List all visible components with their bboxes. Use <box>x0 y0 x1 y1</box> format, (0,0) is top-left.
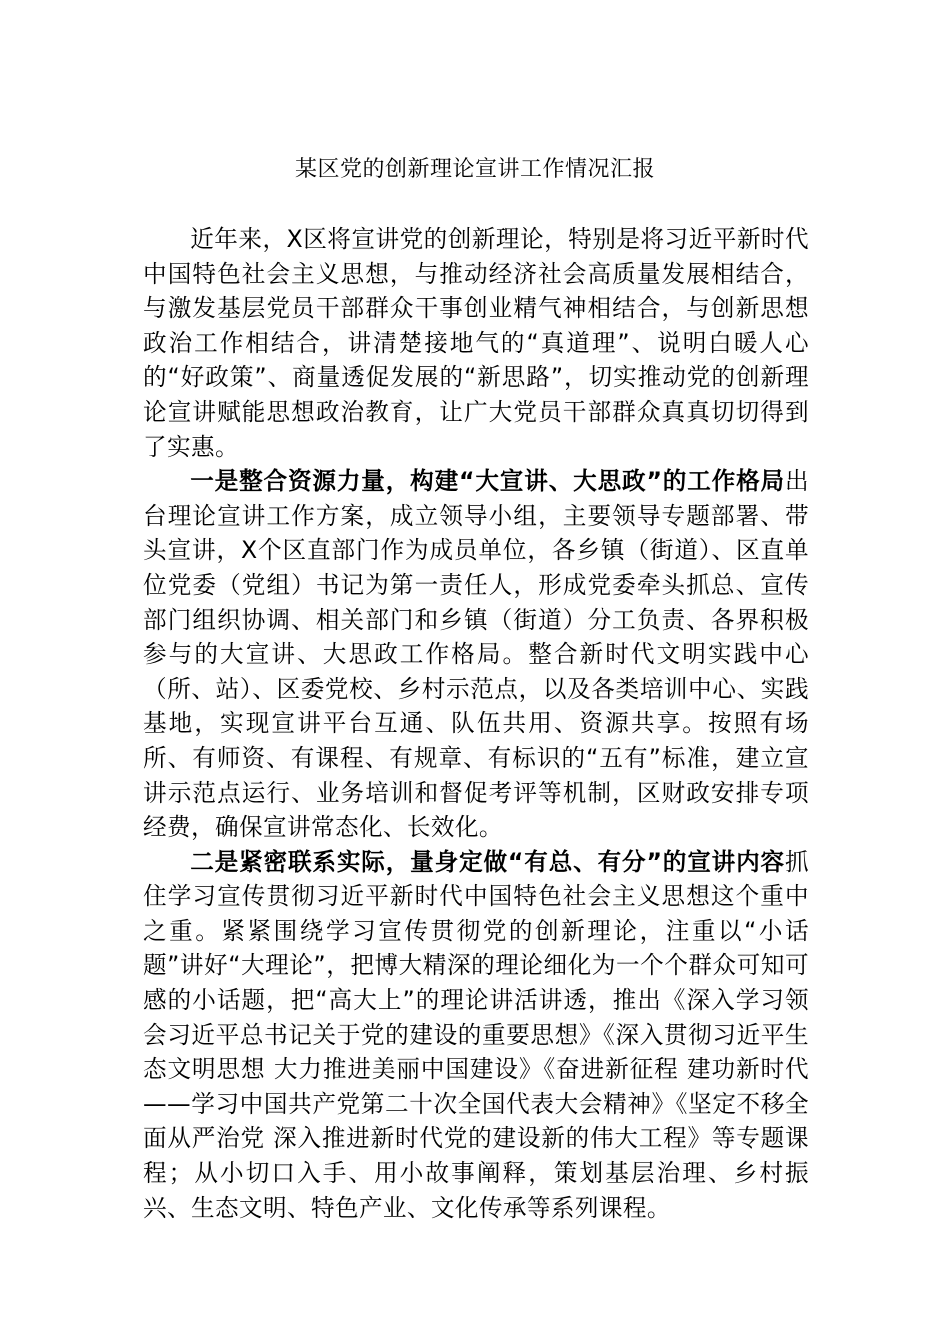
section-heading-2: 二是紧密联系实际，量身定做“有总、有分”的宣讲内容 <box>190 847 785 876</box>
section-body-2: 抓住学习宣传贯彻习近平新时代中国特色社会主义思想这个重中之重。紧紧围绕学习宣传贯彻党的创新理论，注重以“小话题”讲好“大理论”，把博大精深的理论细化为一个个群众可知可感的小话题，把“高大上”的理论讲活讲透，推出《深入学习领会习近平总书记关于党的建设的重要思想》《深入贯彻习近平生态文明思想 大力推进美丽中国建设》《奋进新征程 建功新时代——学习中国共产党第二十次全国代表大会精神》《坚定不移全面从严治党 深入推进新时代党的建设新的伟大工程》等专题课程；从小切口入手、用小故事阐释，策划基层治理、乡村振兴、生态文明、特色产业、文化传承等系列课程。 <box>143 847 809 1222</box>
document-body <box>143 222 809 1225</box>
section-paragraph-2 <box>143 845 809 1226</box>
section-paragraph-1 <box>143 464 809 845</box>
section-heading-1: 一是整合资源力量，构建“大宣讲、大思政”的工作格局 <box>190 467 785 496</box>
document-title: 某区党的创新理论宣讲工作情况汇报 <box>294 157 655 182</box>
section-body-1: 出台理论宣讲工作方案，成立领导小组，主要领导专题部署、带头宣讲，X个区直部门作为成员单位，各乡镇（街道）、区直单位党委（党组）书记为第一责任人，形成党委牵头抓总、宣传部门组织协调、相关部门和乡镇（街道）分工负责、各界积极参与的大宣讲、大思政工作格局。整合新时代文明实践中心（所、站）、区委党校、乡村示范点，以及各类培训中心、实践基地，实现宣讲平台互通、队伍共用、资源共享。按照有场所、有师资、有课程、有规章、有标识的“五有”标准，建立宣讲示范点运行、业务培训和督促考评等机制，区财政安排专项经费，确保宣讲常态化、长效化。 <box>143 467 809 842</box>
intro-paragraph: 近年来，X区将宣讲党的创新理论，特别是将习近平新时代中国特色社会主义思想，与推动经济社会高质量发展相结合，与激发基层党员干部群众干事创业精气神相结合，与创新思想政治工作相结合，讲清楚接地气的“真道理”、说明白暖人心的“好政策”、商量透促发展的“新思路”，切实推动党的创新理论宣讲赋能思想政治教育，让广大党员干部群众真真切切得到了实惠。 <box>143 225 809 461</box>
